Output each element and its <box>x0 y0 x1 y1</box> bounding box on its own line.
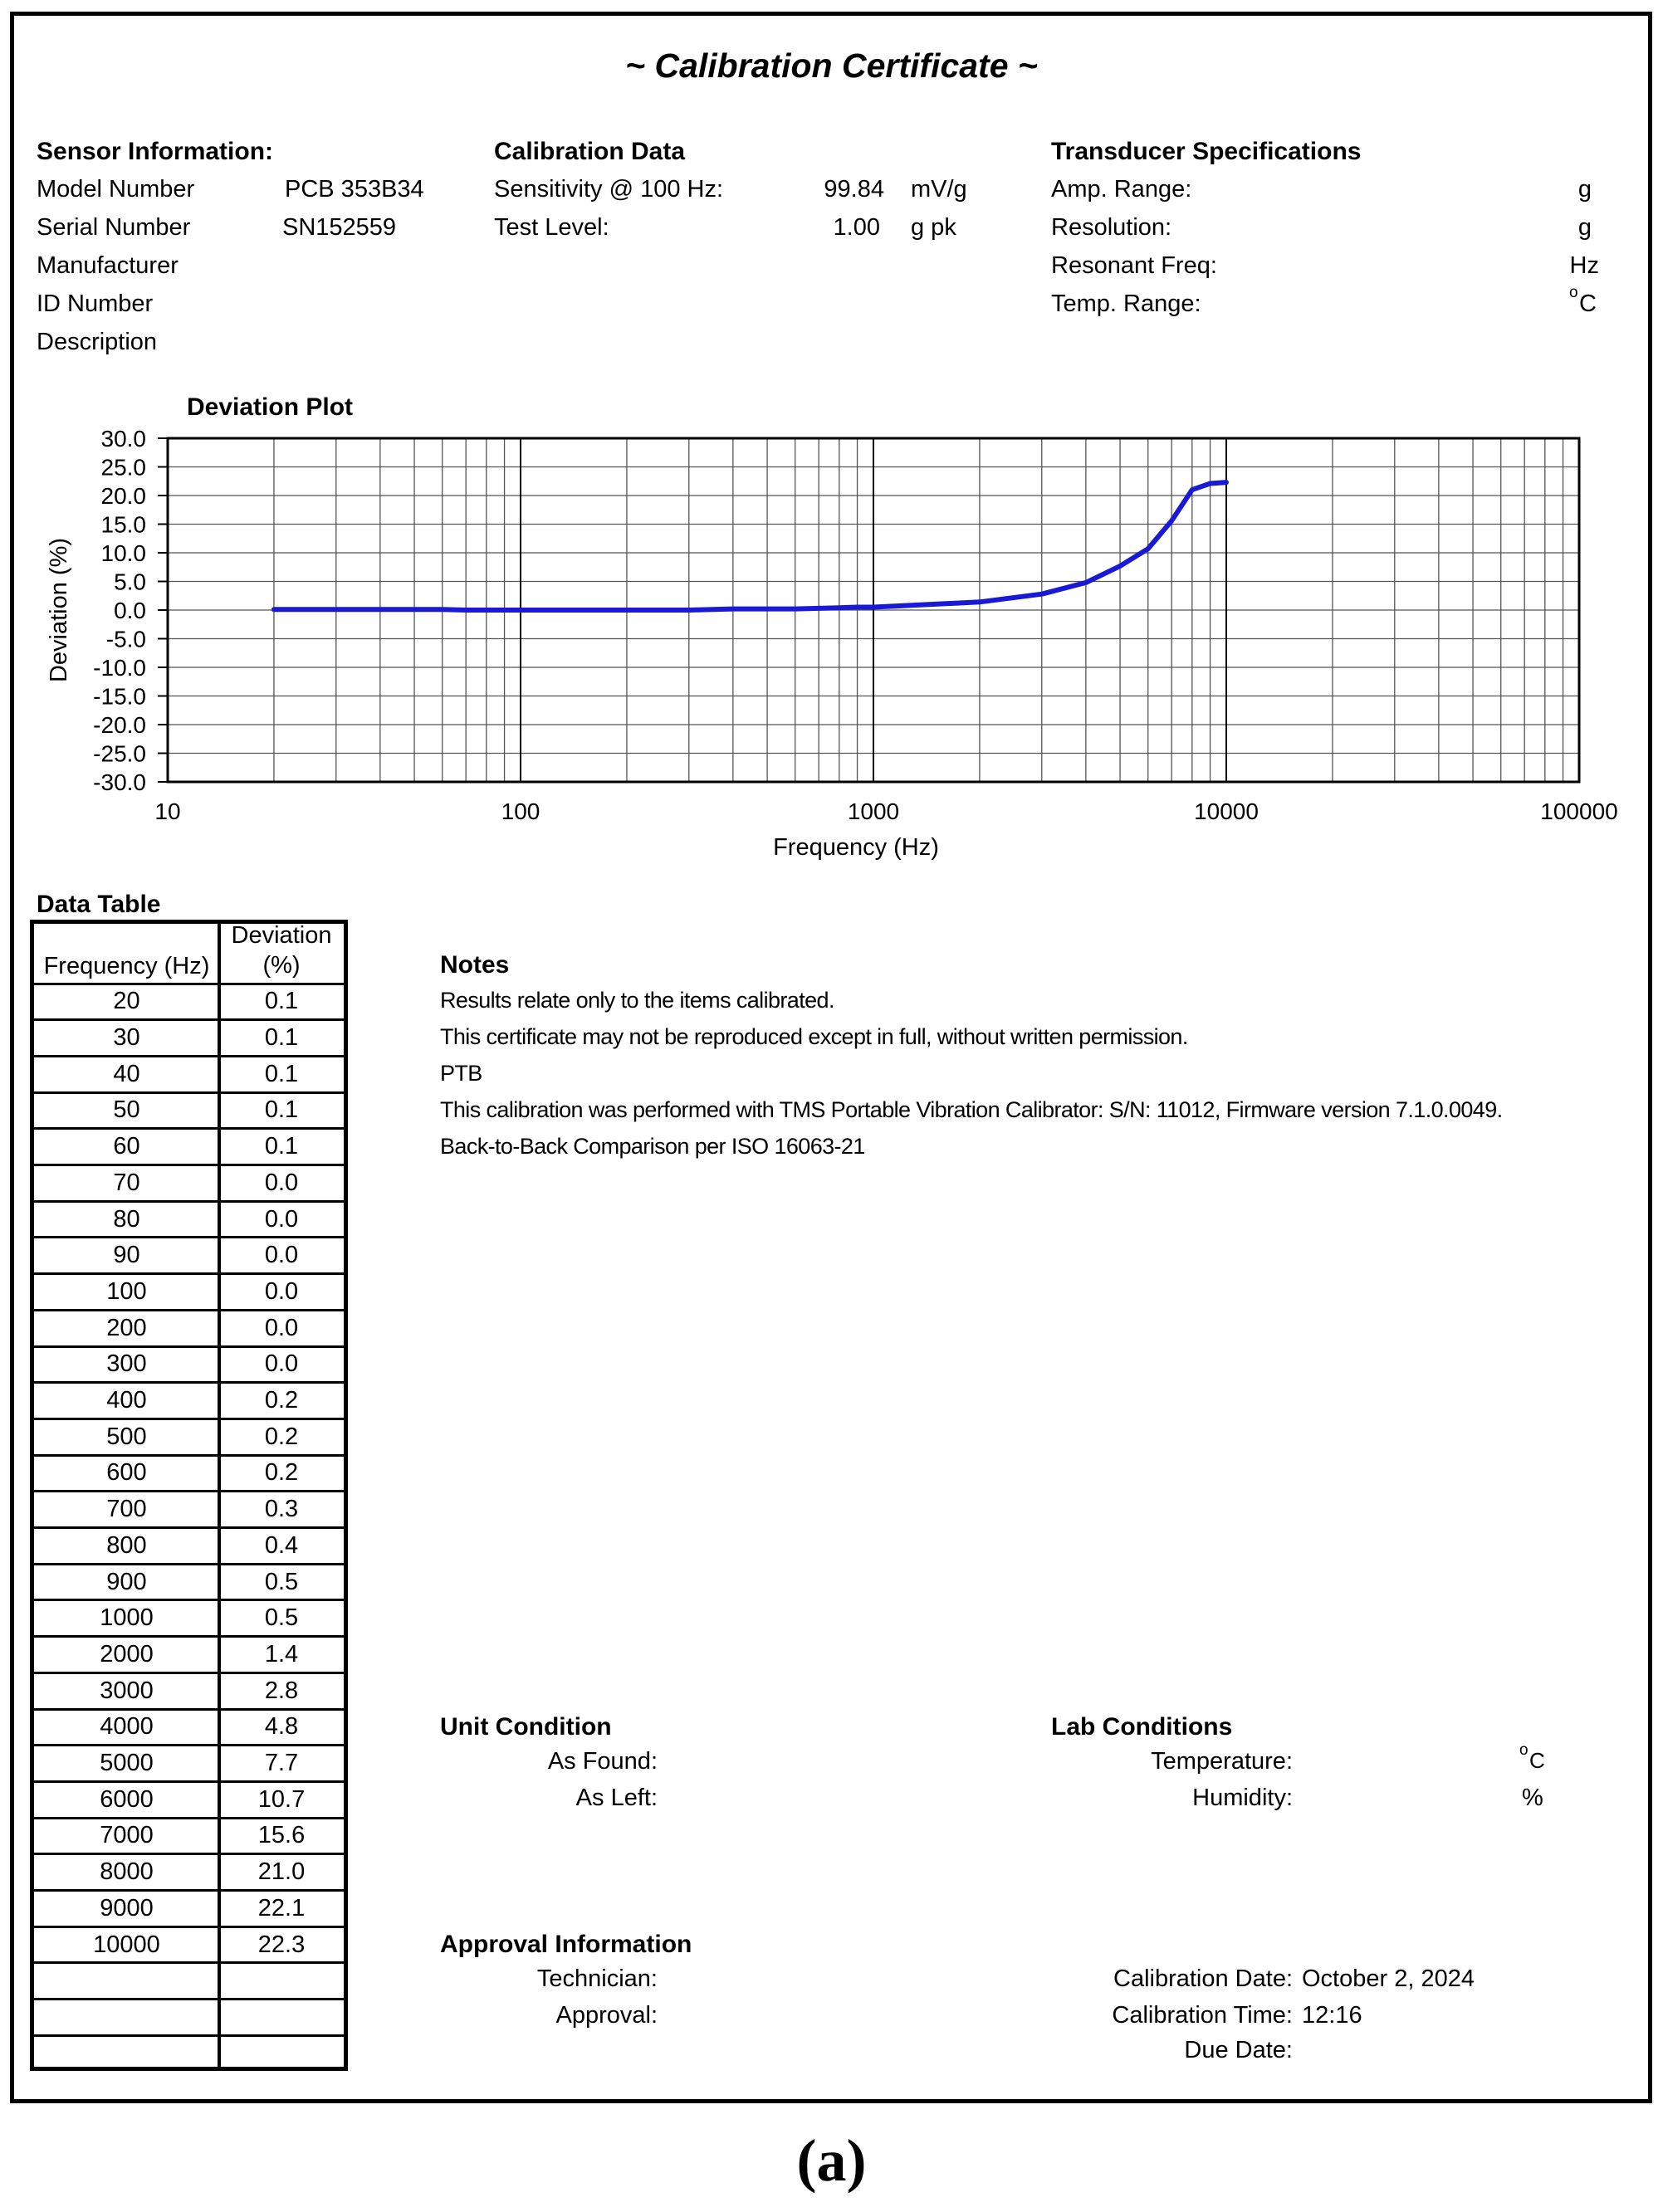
frequency-cell: 30 <box>113 1024 140 1052</box>
frequency-cell: 2000 <box>100 1640 154 1668</box>
deviation-cell <box>219 1963 344 2000</box>
humidity-label: Humidity: <box>1192 1785 1293 1811</box>
chart-title: Deviation Plot <box>187 393 354 421</box>
calibration-data-heading: Calibration Data <box>494 138 686 165</box>
table-row <box>34 1201 344 1238</box>
y-tick-label: 20.0 <box>100 483 146 509</box>
frequency-cell: 700 <box>106 1496 147 1523</box>
frequency-column-header: Frequency (Hz) <box>43 953 210 979</box>
deviation-cell: 0.1 <box>264 1024 299 1052</box>
table-row <box>34 1129 344 1165</box>
table-row <box>34 984 344 1020</box>
table-row <box>34 1020 344 1057</box>
table-row <box>34 1854 344 1891</box>
y-tick-label: 15.0 <box>100 511 146 538</box>
deviation-plot <box>0 382 1663 863</box>
table-row <box>34 1346 344 1383</box>
manufacturer-label: Manufacturer <box>37 252 179 279</box>
y-tick-label: -15.0 <box>93 683 146 710</box>
serial-number-label: Serial Number <box>37 214 191 241</box>
certificate-title: ~ Calibration Certificate ~ <box>625 46 1038 85</box>
sensitivity-value: 99.84 <box>824 176 884 203</box>
table-row-empty <box>34 2035 344 2072</box>
frequency-cell: 3000 <box>100 1677 154 1704</box>
test-level-label: Test Level: <box>494 214 609 241</box>
deviation-cell: 0.1 <box>264 1133 299 1160</box>
note-line-2: This certificate may not be reproduced except in full, without written permission. <box>440 1024 1188 1049</box>
frequency-cell: 800 <box>106 1531 147 1559</box>
deviation-cell: 0.0 <box>264 1205 299 1233</box>
table-row <box>34 1781 344 1818</box>
note-line-1: Results relate only to the items calibrated. <box>440 988 834 1013</box>
deviation-cell: 1.4 <box>264 1640 299 1668</box>
y-tick-label: -10.0 <box>93 655 146 681</box>
frequency-cell <box>34 1963 219 2000</box>
y-tick-label: -20.0 <box>93 712 146 738</box>
frequency-cell: 900 <box>106 1568 147 1595</box>
frequency-cell: 60 <box>113 1133 140 1160</box>
x-tick-label: 100000 <box>1540 798 1618 824</box>
sensitivity-label: Sensitivity @ 100 Hz: <box>494 176 724 203</box>
test-level-value: 1.00 <box>833 214 880 241</box>
frequency-cell: 6000 <box>100 1785 154 1813</box>
deviation-cell: 0.3 <box>264 1496 299 1523</box>
frequency-cell: 4000 <box>100 1713 154 1741</box>
approval-label: Approval: <box>555 2002 658 2029</box>
x-axis-label: Frequency (Hz) <box>773 834 939 861</box>
y-tick-label: 25.0 <box>100 454 146 481</box>
deviation-cell: 0.1 <box>264 988 299 1015</box>
y-tick-label: -25.0 <box>93 740 146 767</box>
table-row <box>34 1709 344 1746</box>
transducer-specs-heading: Transducer Specifications <box>1051 138 1362 165</box>
deviation-cell <box>219 2035 344 2072</box>
frequency-cell: 600 <box>106 1459 147 1487</box>
deviation-cell: 0.5 <box>264 1604 299 1632</box>
calibration-date-value: October 2, 2024 <box>1302 1965 1475 1992</box>
temperature-label: Temperature: <box>1151 1748 1293 1775</box>
frequency-cell <box>34 2035 219 2072</box>
frequency-cell: 200 <box>106 1314 147 1341</box>
table-row <box>34 1092 344 1129</box>
table-row-empty <box>34 2000 344 2036</box>
frequency-cell: 100 <box>106 1277 147 1305</box>
deviation-cell: 0.2 <box>264 1459 299 1487</box>
unit-condition-heading: Unit Condition <box>440 1713 612 1741</box>
x-tick-label: 1000 <box>847 798 900 824</box>
data-table-heading: Data Table <box>37 891 161 918</box>
id-number-label: ID Number <box>37 291 154 317</box>
deviation-cell: 4.8 <box>264 1713 299 1741</box>
table-row <box>34 1274 344 1311</box>
table-row <box>34 1637 344 1673</box>
deviation-cell: 15.6 <box>257 1822 306 1849</box>
frequency-cell: 80 <box>113 1205 140 1233</box>
frequency-cell: 300 <box>106 1350 147 1378</box>
y-tick-label: -5.0 <box>105 626 146 652</box>
sensor-info-heading: Sensor Information: <box>37 138 274 165</box>
deviation-cell: 2.8 <box>264 1677 299 1704</box>
deviation-column-header <box>219 924 344 984</box>
table-row <box>34 1926 344 1963</box>
deviation-cell: 0.0 <box>264 1350 299 1378</box>
table-row <box>34 1492 344 1528</box>
approval-heading: Approval Information <box>440 1931 692 1958</box>
deviation-cell: 22.1 <box>257 1894 306 1921</box>
deviation-cell: 0.5 <box>264 1568 299 1595</box>
deviation-cell: 22.3 <box>257 1931 306 1958</box>
y-axis-label: Deviation (%) <box>46 537 72 683</box>
frequency-cell: 5000 <box>100 1750 154 1777</box>
frequency-cell: 500 <box>106 1423 147 1450</box>
table-row <box>34 1891 344 1927</box>
deviation-cell: 10.7 <box>257 1785 306 1813</box>
deviation-cell: 0.2 <box>264 1423 299 1450</box>
frequency-cell: 40 <box>113 1060 140 1087</box>
data-table <box>30 920 348 2071</box>
frequency-cell: 7000 <box>100 1822 154 1849</box>
resolution-label: Resolution: <box>1051 214 1172 241</box>
frequency-cell: 9000 <box>100 1894 154 1921</box>
y-tick-label: 10.0 <box>100 540 146 566</box>
table-row <box>34 1818 344 1854</box>
y-tick-label: 30.0 <box>100 426 146 452</box>
deviation-cell: 7.7 <box>264 1750 299 1777</box>
resonant-freq-unit: Hz <box>1569 252 1599 279</box>
deviation-header-line2: (%) <box>262 952 301 979</box>
technician-label: Technician: <box>536 1965 658 1992</box>
frequency-cell: 8000 <box>100 1858 154 1886</box>
amp-range-unit: g <box>1577 176 1592 203</box>
x-tick-label: 10000 <box>1194 798 1259 824</box>
due-date-label: Due Date: <box>1184 2037 1293 2063</box>
frequency-cell: 10000 <box>93 1931 160 1958</box>
temp-range-label: Temp. Range: <box>1051 291 1201 317</box>
table-row <box>34 1564 344 1600</box>
y-tick-label: -30.0 <box>93 769 146 795</box>
frequency-cell: 90 <box>113 1242 140 1269</box>
frequency-cell: 400 <box>106 1387 147 1414</box>
table-row <box>34 1455 344 1492</box>
table-row <box>34 1310 344 1346</box>
resolution-unit: g <box>1577 214 1592 241</box>
deviation-cell: 0.2 <box>264 1387 299 1414</box>
table-row <box>34 1165 344 1202</box>
temp-range-unit-c: C <box>1579 291 1597 317</box>
table-row <box>34 1419 344 1455</box>
as-left-label: As Left: <box>575 1785 658 1811</box>
humidity-unit: % <box>1522 1785 1543 1811</box>
deviation-cell: 0.0 <box>264 1277 299 1305</box>
deviation-cell: 0.0 <box>264 1169 299 1196</box>
temperature-unit-c: C <box>1529 1748 1545 1773</box>
table-row <box>34 1746 344 1782</box>
deviation-cell: 0.1 <box>264 1096 299 1124</box>
deviation-cell: 0.0 <box>264 1242 299 1269</box>
temp-range-unit-degree: o <box>1569 284 1578 301</box>
temperature-unit-degree: o <box>1519 1741 1528 1759</box>
serial-number-value: SN152559 <box>282 214 397 241</box>
table-row <box>34 1056 344 1092</box>
deviation-cell <box>219 2000 344 2036</box>
table-row <box>34 1672 344 1709</box>
deviation-cell: 0.1 <box>264 1060 299 1087</box>
resonant-freq-label: Resonant Freq: <box>1051 252 1217 279</box>
deviation-cell: 0.0 <box>264 1314 299 1341</box>
model-number-label: Model Number <box>37 176 195 203</box>
deviation-header-line1: Deviation <box>231 922 332 949</box>
y-tick-label: 0.0 <box>114 598 146 623</box>
frequency-cell: 1000 <box>100 1604 154 1632</box>
column-divider <box>218 924 221 2067</box>
lab-conditions-heading: Lab Conditions <box>1051 1713 1233 1741</box>
deviation-cell: 21.0 <box>257 1858 306 1886</box>
frequency-cell: 20 <box>113 988 140 1015</box>
test-level-unit: g pk <box>911 214 956 241</box>
calibration-time-value: 12:16 <box>1302 2002 1362 2029</box>
sensitivity-unit: mV/g <box>911 176 967 203</box>
note-line-5: Back-to-Back Comparison per ISO 16063-21 <box>440 1134 865 1159</box>
table-row <box>34 1600 344 1637</box>
table-row-empty <box>34 1963 344 2000</box>
x-tick-label: 100 <box>501 798 540 824</box>
x-tick-label: 10 <box>154 798 181 824</box>
frequency-cell: 70 <box>113 1169 140 1196</box>
chart-y-ticks <box>93 426 168 795</box>
deviation-series-line <box>274 482 1226 610</box>
notes-heading: Notes <box>440 951 510 979</box>
deviation-cell: 0.4 <box>264 1531 299 1559</box>
note-line-3: PTB <box>440 1061 482 1086</box>
figure-caption: (a) <box>796 2127 867 2194</box>
data-table-header-row <box>34 924 344 984</box>
calibration-date-label: Calibration Date: <box>1113 1965 1293 1992</box>
description-label: Description <box>37 329 158 355</box>
as-found-label: As Found: <box>547 1748 658 1775</box>
model-number-value: PCB 353B34 <box>285 176 424 203</box>
frequency-cell: 50 <box>113 1096 140 1124</box>
note-line-4: This calibration was performed with TMS Portable Vibration Calibrator: S/N: 11012, Firmware version 7.1.0.0049. <box>440 1097 1503 1122</box>
frequency-cell <box>34 2000 219 2036</box>
amp-range-label: Amp. Range: <box>1051 176 1192 203</box>
table-row <box>34 1238 344 1274</box>
calibration-time-label: Calibration Time: <box>1112 2002 1293 2029</box>
table-row <box>34 1383 344 1419</box>
table-row <box>34 1528 344 1565</box>
y-tick-label: 5.0 <box>114 569 146 595</box>
chart-x-ticks <box>154 798 1617 824</box>
